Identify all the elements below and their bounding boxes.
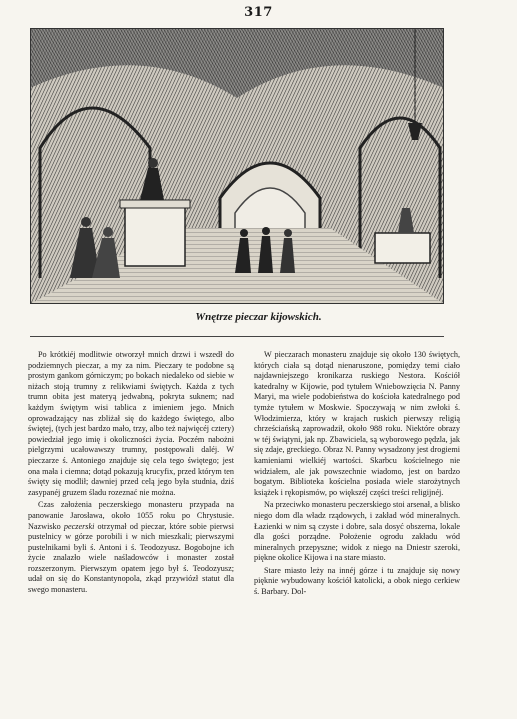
paragraph: Po krótkiéj modlitwie otworzył mnich drzwi i wszedł do podziemnych pieczar, a my za nim. Pieczary te podobne są prostym gankom górniczym; po bokach niedaleko od siebie w niżach stoją trumny z relikwiami świętych. Każda z tych trumn obita jest materyą jedwabną, pokryta suknem; nad każdym świętym wisi tablica z imieniem jego. Mnich oprowadzający nas zbliżał się do każdego świętego, albo świętej, (tych jest bardzo mało, trzy, albo też najwięcéj cztery) powiedział jego imię i okoliczności życia. Poczém nabożni pielgrzymi ucałowawszy trumny, postępowali daléj. W pieczarze ś. Antoniego znajduje się cela tego świętego; jest ona mała i ciemna; dotąd pokazują krucyfix, przed którym ten święty się modlił; dawniej przed celą jego była studnia, dziś zasypanéj gruzem śladu rozeznać nie można.: [28, 350, 234, 497]
page-number: 317: [244, 5, 273, 20]
paragraph: Na przeciwko monasteru peczerskiego stoi arsenał, a blisko niego dom dla władz rządowych, i zakład wód mineralnych. Łazienki w nim są czyste i dobre, sala dosyć obszerna, lokale dla gości porządne. Położenie ogrodu zakładu wód mineralnych przepyszne; widok z niego na Dniestr szeroki, piękne okolice Kijowa i na stare miasto.: [254, 500, 460, 563]
illustration-caption: Wnętrze pieczar kijowskich.: [195, 311, 322, 323]
text-run: Czas założenia peczerskiego monasteru przypada na panowanie Jarosława, około 1055 roku po Chrystusie. Nazwisko: [28, 500, 234, 531]
paragraph: [28, 500, 234, 595]
engraving-illustration: [30, 28, 444, 304]
paragraph: W pieczarach monasteru znajduje się około 130 świętych, których ciała są dotąd nienaruszone, pomiędzy temi ciało najdawniejszego kronikarza ruskiego Nestora. Kościół katedralny w Kijowie, pod tytułem Wniebowzięcia N. Panny Maryi, ma wiele podobieństwa do kościoła katedralnego pod tymże tytułem w Moskwie. Spoczywają w nim zwłoki ś. Włodzimierza, który w krajach ruskich pierwszy religią chrześciańską zaprowadził, około 988 roku. Niektóre obrazy w téj świątyni, jak np. Zbawiciela, są wyborowego pędzla, jak się zdaje, greckiego. Obraz N. Panny wysadzony jest drogiemi kamieniami wielkiéj wartości. Skarbcu kościelnego nie widziałem, ale jak powszechnie wiadomo, jest on bardzo bogatym. Biblioteka kościelna posiada wiele starożytnych książek i rękopismów, po większéj części treści religijnéj.: [254, 350, 460, 497]
paragraph: Stare miasto leży na innéj górze i tu znajduje się nowy pięknie wybudowany kościół katolicki, a obok niego cerkiew ś. Barbary. Dol-: [254, 565, 460, 597]
right-column: [254, 350, 460, 598]
emphasis: peczerski: [63, 521, 95, 531]
left-column: [28, 350, 234, 596]
separator-rule: [30, 336, 444, 337]
text-run: otrzymał od pieczar, które sobie pierwsi pustelnicy w górze porobili i w nich mieszkali; pierwszymi pustelnikami byli ś. Antoni i ś. Teodozyusz. Bogobojne ich życie znalazło wiele naśladowców i monaster został rozszerzonym. Pierwszym opatem jego był ś. Teodozyusz; udał on się do Konstantynopola, zkąd przywiózł statut dla swego monasteru.: [28, 521, 235, 595]
